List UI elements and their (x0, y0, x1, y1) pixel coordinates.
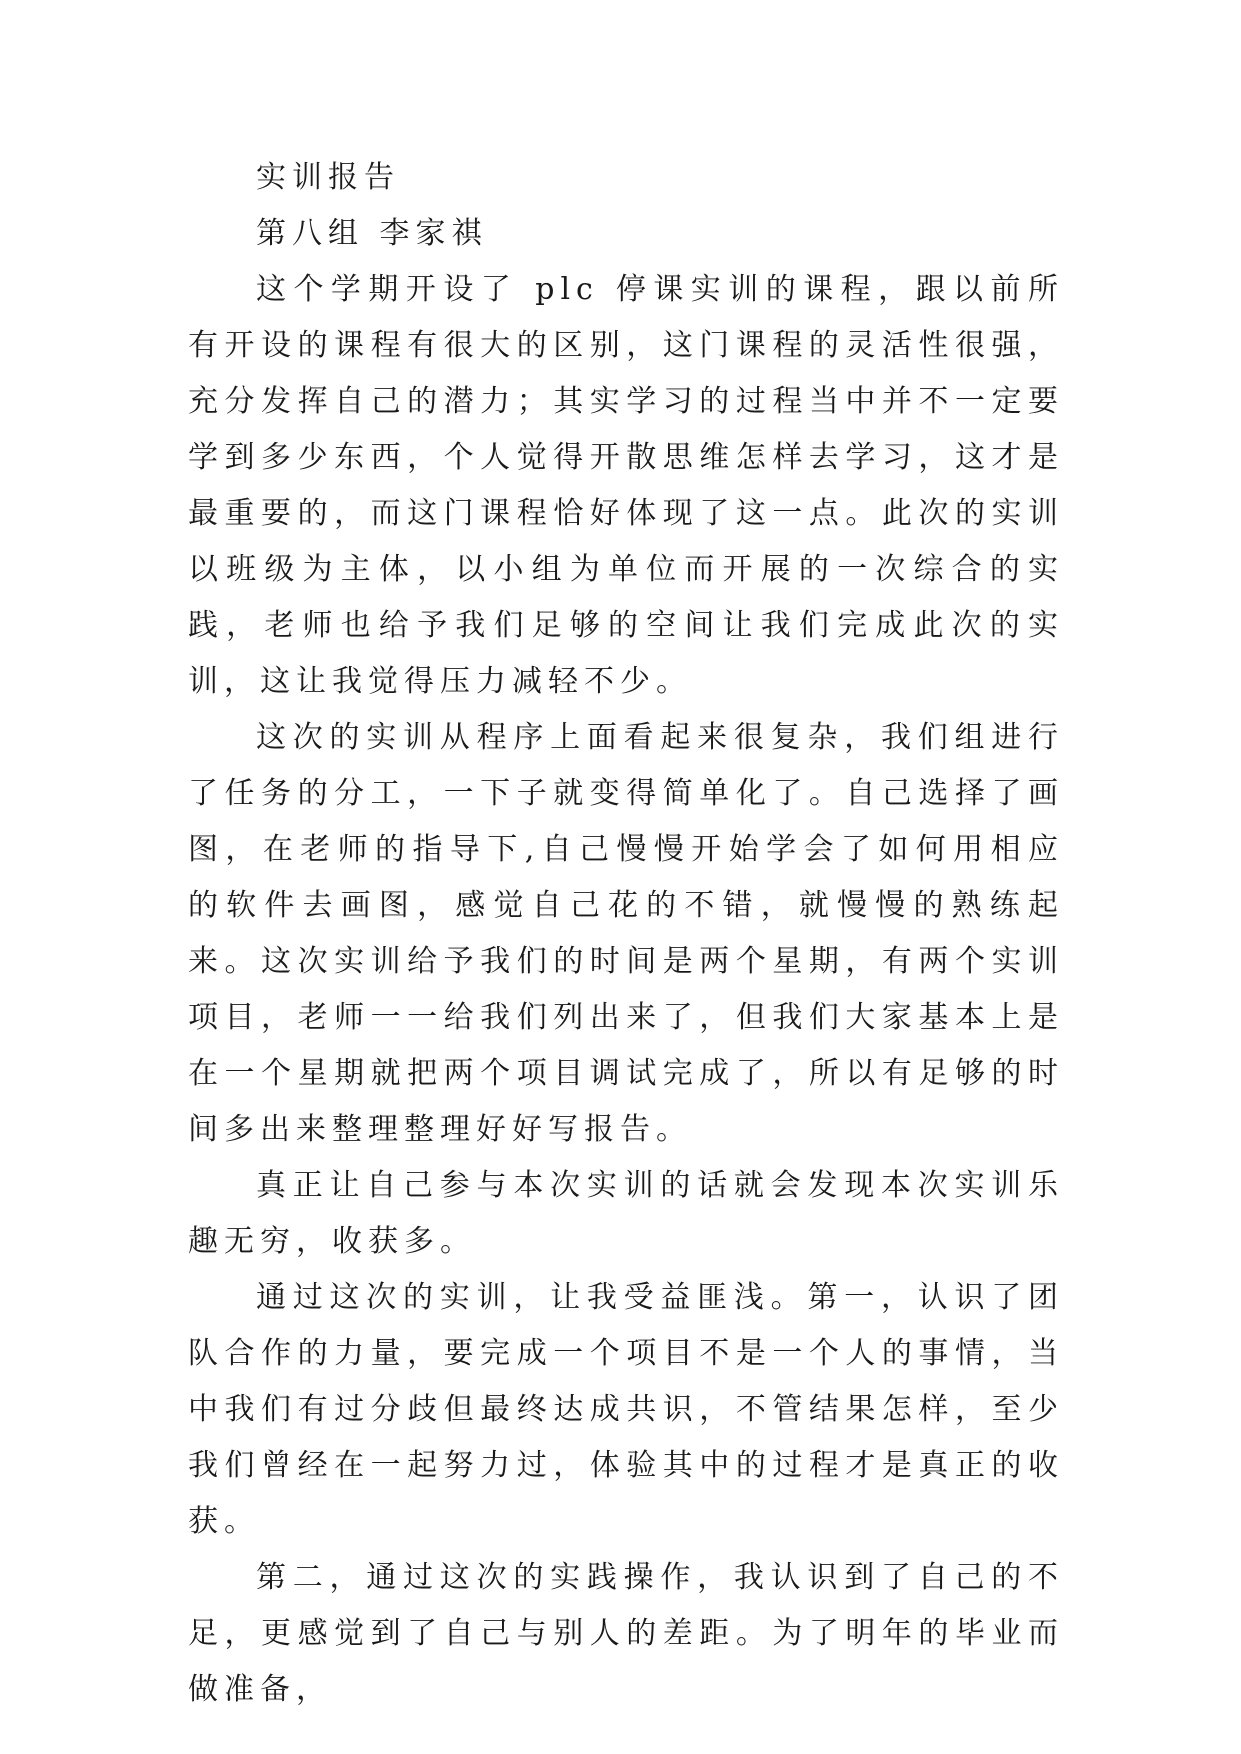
document-title: 实训报告 (256, 160, 400, 195)
paragraph-3: 真正让自己参与本次实训的话就会发现本次实训乐趣无穷，收获多。 (188, 1168, 1064, 1259)
paragraph-5: 第二，通过这次的实践操作，我认识到了自己的不足，更感觉到了自己与别人的差距。为了明年的毕业而做准备， (188, 1560, 1064, 1707)
paragraph-1: 这个学期开设了 plc 停课实训的课程，跟以前所有开设的课程有很大的区别，这门课程的灵活性很强，充分发挥自己的潜力；其实学习的过程当中并不一定要学到多少东西，个人觉得开散思维怎样去学习，这才是最重要的，而这门课程恰好体现了这一点。此次的实训以班级为主体，以小组为单位而开展的一次综合的实践，老师也给予我们足够的空间让我们完成此次的实训，这让我觉得压力减轻不少。 (188, 272, 1064, 699)
document-body (188, 150, 1064, 1718)
paragraph-2: 这次的实训从程序上面看起来很复杂，我们组进行了任务的分工，一下子就变得简单化了。自己选择了画图，在老师的指导下,自己慢慢开始学会了如何用相应的软件去画图，感觉自己花的不错，就慢慢的熟练起来。这次实训给予我们的时间是两个星期，有两个实训项目，老师一一给我们列出来了，但我们大家基本上是在一个星期就把两个项目调试完成了，所以有足够的时间多出来整理整理好好写报告。 (188, 720, 1064, 1147)
author-line: 第八组 李家祺 (256, 216, 488, 251)
paragraph-4: 通过这次的实训，让我受益匪浅。第一，认识了团队合作的力量，要完成一个项目不是一个人的事情，当中我们有过分歧但最终达成共识，不管结果怎样，至少我们曾经在一起努力过，体验其中的过程才是真正的收获。 (188, 1280, 1064, 1539)
